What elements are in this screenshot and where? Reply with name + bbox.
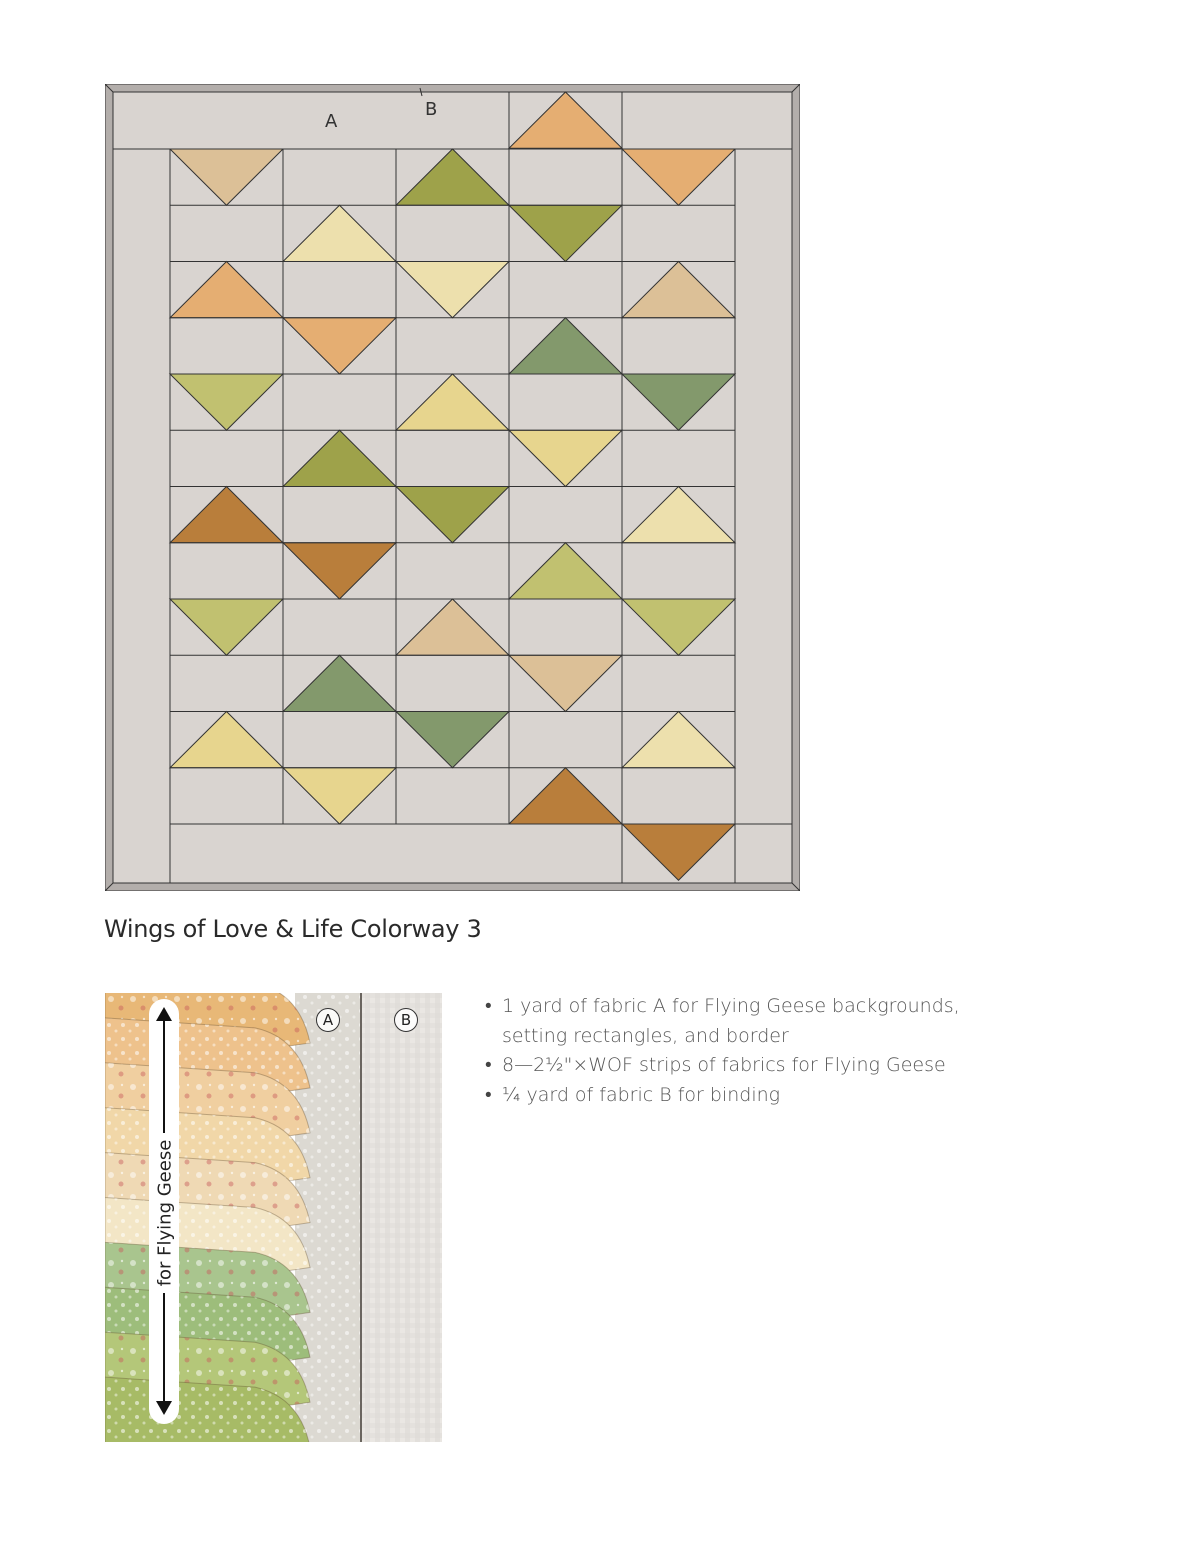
supply-list xyxy=(485,992,1022,1110)
fabric-a-label: A xyxy=(316,1008,340,1032)
photo-caption-text: for Flying Geese xyxy=(154,1139,176,1287)
fabric-label-a: A xyxy=(325,111,338,132)
quilt-diagram xyxy=(105,84,800,891)
supply-item-text: • 1 yard of fabric A for Flying Geese backgrounds, xyxy=(502,995,960,1017)
fabric-label-b: B xyxy=(425,99,438,120)
supply-item-text: ¼ yard of fabric B for binding xyxy=(502,1083,781,1106)
fabric-b-label: B xyxy=(394,1008,418,1032)
supply-item xyxy=(485,1081,1022,1111)
supply-item xyxy=(485,1051,1022,1081)
supply-item xyxy=(485,992,1022,1051)
page-title: Wings of Love & Life Colorway 3 xyxy=(104,915,482,943)
supply-item-text: 8—2½"×WOF strips of fabrics for Flying Geese xyxy=(502,1054,946,1076)
supply-item-text-continued: setting rectangles, and border xyxy=(502,1024,789,1047)
